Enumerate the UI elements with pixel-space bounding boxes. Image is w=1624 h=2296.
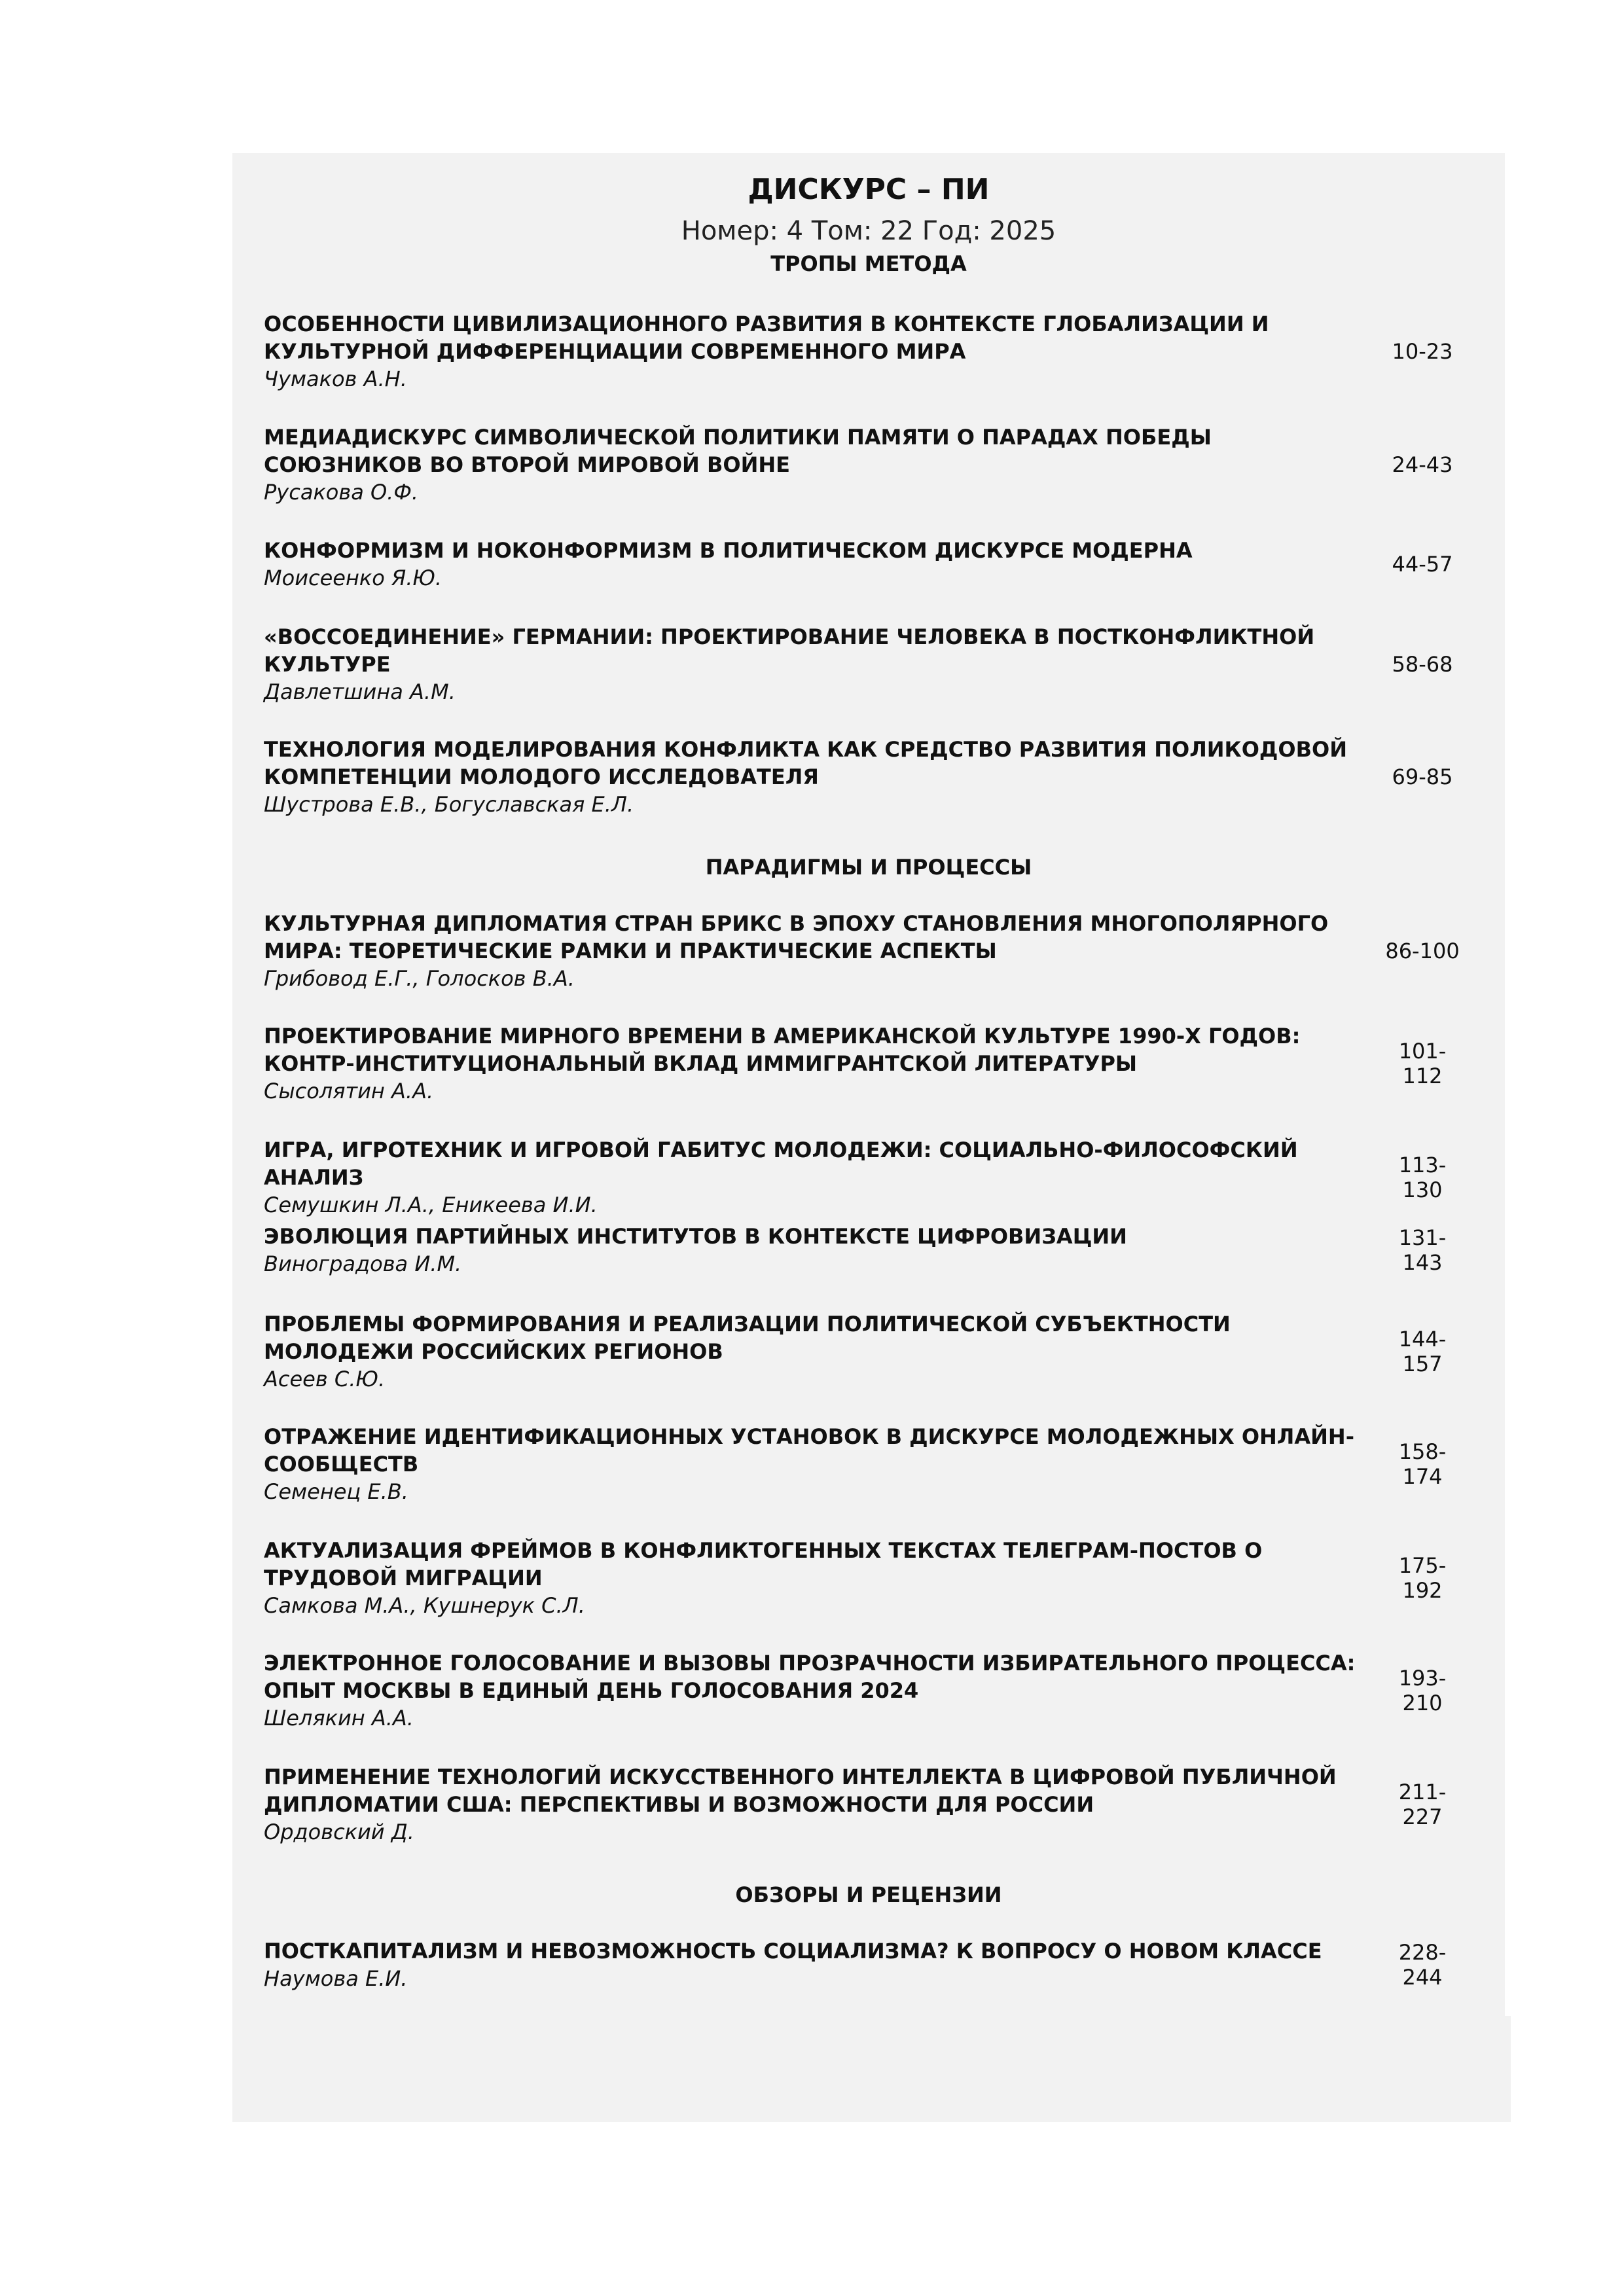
article-title[interactable]: ПОСТКАПИТАЛИЗМ И НЕВОЗМОЖНОСТЬ СОЦИАЛИЗМА? К ВОПРОСУ О НОВОМ КЛАССЕ bbox=[264, 1939, 1322, 1964]
article-pages: 144-157 bbox=[1398, 1327, 1447, 1376]
article-pages: 10-23 bbox=[1392, 339, 1453, 364]
article-pages: 24-43 bbox=[1392, 452, 1453, 477]
article-entry[interactable] bbox=[264, 1649, 1462, 1732]
article-title[interactable]: МЕДИАДИСКУРС СИМВОЛИЧЕСКОЙ ПОЛИТИКИ ПАМЯТИ О ПАРАДАХ ПОБЕДЫ СОЮЗНИКОВ ВО ВТОРОЙ МИРОВОЙ ВОЙНЕ bbox=[264, 425, 1212, 477]
article-entry[interactable] bbox=[264, 1763, 1462, 1846]
article-entry[interactable] bbox=[264, 1937, 1462, 1992]
issue-line: Номер: 4 Том: 22 Год: 2025 bbox=[681, 216, 1056, 246]
article-authors: Давлетшина А.М. bbox=[264, 679, 456, 704]
article-pages: 101-112 bbox=[1398, 1039, 1447, 1088]
article-pages: 175-192 bbox=[1398, 1553, 1447, 1603]
article-entry[interactable] bbox=[264, 1223, 1462, 1278]
article-title[interactable]: ПРОБЛЕМЫ ФОРМИРОВАНИЯ И РЕАЛИЗАЦИИ ПОЛИТИЧЕСКОЙ СУБЪЕКТНОСТИ МОЛОДЕЖИ РОССИЙСКИХ РЕГИОНОВ bbox=[264, 1312, 1231, 1364]
article-pages: 131-143 bbox=[1398, 1225, 1447, 1275]
article-title[interactable]: ПРОЕКТИРОВАНИЕ МИРНОГО ВРЕМЕНИ В АМЕРИКАНСКОЙ КУЛЬТУРЕ 1990-Х ГОДОВ: КОНТР-ИНСТИТУЦИОНАЛЬНЫЙ ВКЛАД ИММИГРАНТСКОЙ ЛИТЕРАТУРЫ bbox=[264, 1024, 1301, 1076]
article-pages: 228-244 bbox=[1398, 1940, 1447, 1990]
article-authors: Шелякин А.А. bbox=[264, 1706, 414, 1731]
article-title[interactable]: АКТУАЛИЗАЦИЯ ФРЕЙМОВ В КОНФЛИКТОГЕННЫХ ТЕКСТАХ ТЕЛЕГРАМ-ПОСТОВ О ТРУДОВОЙ МИГРАЦИИ bbox=[264, 1538, 1263, 1590]
article-authors: Сысолятин А.А. bbox=[264, 1079, 434, 1103]
article-pages: 211-227 bbox=[1398, 1780, 1447, 1829]
article-pages: 113-130 bbox=[1398, 1153, 1447, 1202]
article-entry[interactable] bbox=[264, 1537, 1462, 1619]
article-authors: Моисеенко Я.Ю. bbox=[264, 565, 442, 590]
contents-panel bbox=[232, 153, 1505, 2122]
article-authors: Шустрова Е.В., Богуславская Е.Л. bbox=[264, 792, 634, 817]
article-entry[interactable] bbox=[264, 1022, 1462, 1105]
article-entry[interactable] bbox=[264, 423, 1462, 506]
article-title[interactable]: ОТРАЖЕНИЕ ИДЕНТИФИКАЦИОННЫХ УСТАНОВОК В ДИСКУРСЕ МОЛОДЕЖНЫХ ОНЛАЙН-СООБЩЕСТВ bbox=[264, 1424, 1354, 1477]
article-authors: Семенец Е.В. bbox=[264, 1479, 408, 1504]
article-entry[interactable] bbox=[264, 623, 1462, 706]
article-authors: Самкова М.А., Кушнерук С.Л. bbox=[264, 1593, 585, 1618]
article-authors: Виноградова И.М. bbox=[264, 1251, 462, 1276]
article-title[interactable]: ОСОБЕННОСТИ ЦИВИЛИЗАЦИОННОГО РАЗВИТИЯ В КОНТЕКСТЕ ГЛОБАЛИЗАЦИИ И КУЛЬТУРНОЙ ДИФФЕРЕНЦИАЦИИ СОВРЕМЕННОГО МИРА bbox=[264, 312, 1269, 364]
article-authors: Ордовский Д. bbox=[264, 1820, 414, 1844]
article-pages: 58-68 bbox=[1392, 652, 1453, 677]
article-pages: 86-100 bbox=[1385, 939, 1460, 963]
article-entry[interactable] bbox=[264, 736, 1462, 818]
section-title: ПАРАДИГМЫ И ПРОЦЕССЫ bbox=[705, 855, 1032, 880]
journal-title: ДИСКУРС – ПИ bbox=[748, 173, 990, 206]
article-entry[interactable] bbox=[264, 1310, 1462, 1393]
section-title: ТРОПЫ МЕТОДА bbox=[770, 251, 967, 276]
article-title[interactable]: КОНФОРМИЗМ И НОКОНФОРМИЗМ В ПОЛИТИЧЕСКОМ ДИСКУРСЕ МОДЕРНА bbox=[264, 538, 1193, 563]
article-authors: Грибовод Е.Г., Голосков В.А. bbox=[264, 966, 575, 991]
article-title[interactable]: КУЛЬТУРНАЯ ДИПЛОМАТИЯ СТРАН БРИКС В ЭПОХУ СТАНОВЛЕНИЯ МНОГОПОЛЯРНОГО МИРА: ТЕОРЕТИЧЕСКИЕ РАМКИ И ПРАКТИЧЕСКИЕ АСПЕКТЫ bbox=[264, 911, 1329, 963]
article-entry[interactable] bbox=[264, 1136, 1462, 1219]
article-entry[interactable] bbox=[264, 1423, 1462, 1505]
article-title[interactable]: «ВОССОЕДИНЕНИЕ» ГЕРМАНИИ: ПРОЕКТИРОВАНИЕ ЧЕЛОВЕКА В ПОСТКОНФЛИКТНОЙ КУЛЬТУРЕ bbox=[264, 624, 1315, 677]
article-title[interactable]: ТЕХНОЛОГИЯ МОДЕЛИРОВАНИЯ КОНФЛИКТА КАК СРЕДСТВО РАЗВИТИЯ ПОЛИКОДОВОЙ КОМПЕТЕНЦИИ МОЛОДОГО ИССЛЕДОВАТЕЛЯ bbox=[264, 737, 1347, 789]
article-authors: Семушкин Л.А., Еникеева И.И. bbox=[264, 1193, 598, 1217]
article-entry[interactable] bbox=[264, 310, 1462, 393]
article-title[interactable]: ЭЛЕКТРОННОЕ ГОЛОСОВАНИЕ И ВЫЗОВЫ ПРОЗРАЧНОСТИ ИЗБИРАТЕЛЬНОГО ПРОЦЕССА: ОПЫТ МОСКВЫ В ЕДИНЫЙ ДЕНЬ ГОЛОСОВАНИЯ 2024 bbox=[264, 1651, 1356, 1703]
article-title[interactable]: ЭВОЛЮЦИЯ ПАРТИЙНЫХ ИНСТИТУТОВ В КОНТЕКСТЕ ЦИФРОВИЗАЦИИ bbox=[264, 1224, 1127, 1249]
article-authors: Чумаков А.Н. bbox=[264, 367, 407, 391]
article-authors: Асеев С.Ю. bbox=[264, 1367, 386, 1391]
article-title[interactable]: ПРИМЕНЕНИЕ ТЕХНОЛОГИЙ ИСКУССТВЕННОГО ИНТЕЛЛЕКТА В ЦИФРОВОЙ ПУБЛИЧНОЙ ДИПЛОМАТИИ США: ПЕРСПЕКТИВЫ И ВОЗМОЖНОСТИ ДЛЯ РОССИИ bbox=[264, 1765, 1337, 1817]
article-pages: 44-57 bbox=[1392, 552, 1453, 577]
article-entry[interactable] bbox=[264, 537, 1462, 592]
section-title: ОБЗОРЫ И РЕЦЕНЗИИ bbox=[735, 1882, 1002, 1907]
article-authors: Наумова Е.И. bbox=[264, 1966, 408, 1991]
article-entry[interactable] bbox=[264, 910, 1462, 992]
article-title[interactable]: ИГРА, ИГРОТЕХНИК И ИГРОВОЙ ГАБИТУС МОЛОДЕЖИ: СОЦИАЛЬНО-ФИЛОСОФСКИЙ АНАЛИЗ bbox=[264, 1138, 1298, 1190]
panel-edge bbox=[1499, 2016, 1511, 2122]
article-pages: 69-85 bbox=[1392, 764, 1453, 789]
article-authors: Русакова О.Ф. bbox=[264, 480, 419, 505]
article-pages: 158-174 bbox=[1398, 1439, 1447, 1489]
article-pages: 193-210 bbox=[1398, 1666, 1447, 1715]
